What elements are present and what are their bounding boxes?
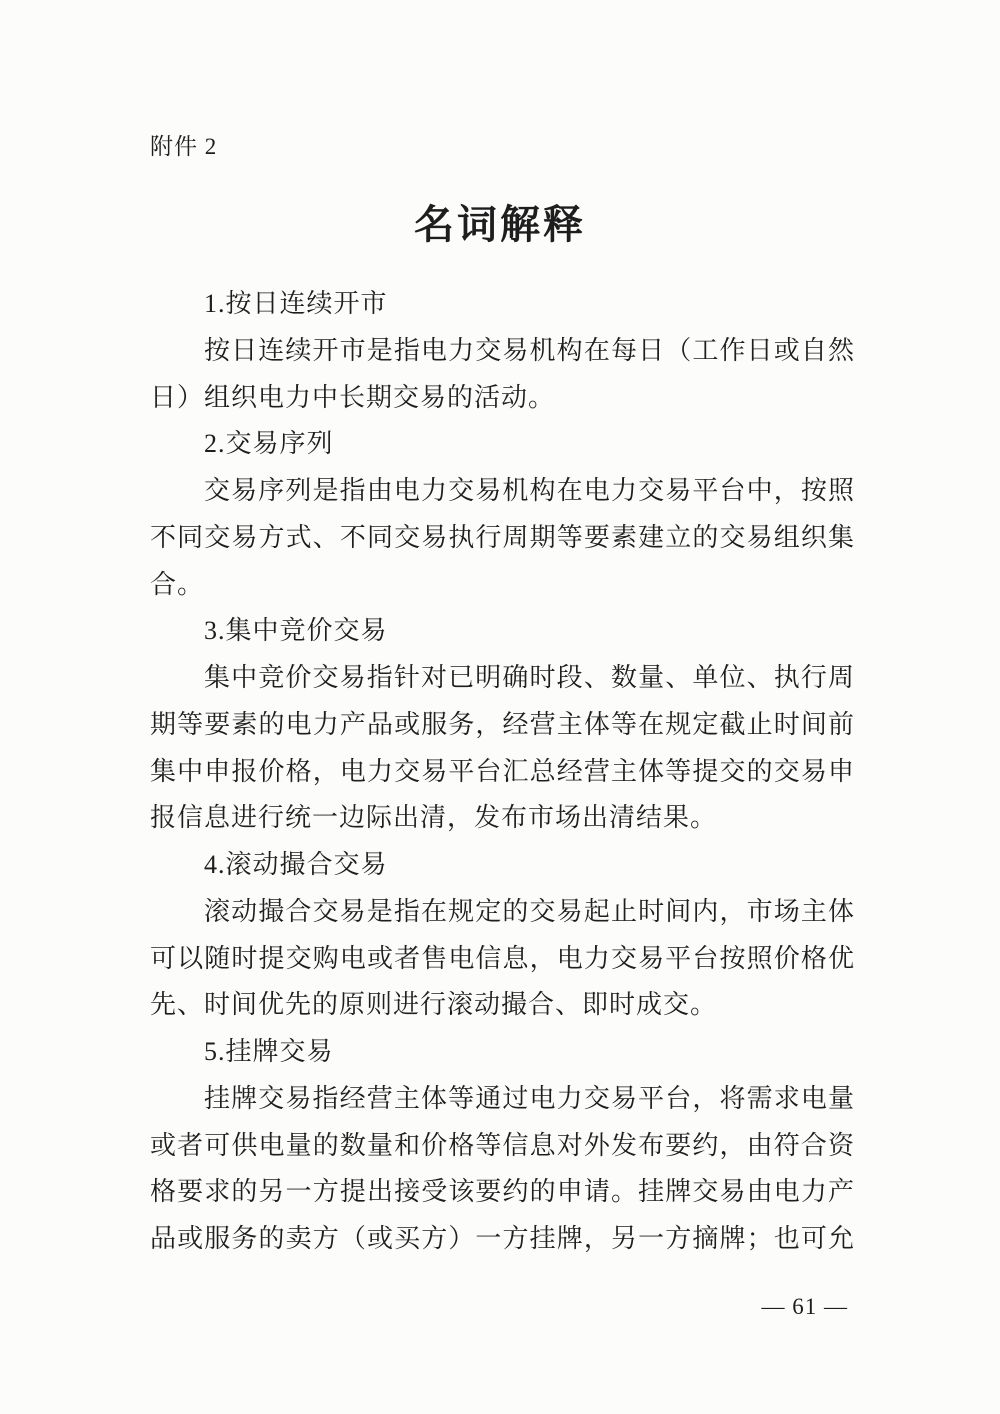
page-number: — 61 — bbox=[761, 1294, 848, 1319]
paragraph-line: 日）组织电力中长期交易的活动。 bbox=[150, 382, 556, 412]
paragraph-line: 集中竞价交易指针对已明确时段、数量、单位、执行周 bbox=[204, 663, 855, 692]
section-3 bbox=[150, 608, 855, 842]
section-2 bbox=[150, 421, 855, 608]
section-1 bbox=[150, 281, 855, 421]
paragraph-line: 不同交易方式、不同交易执行周期等要素建立的交易组织集 bbox=[150, 522, 855, 552]
section-heading: 5.挂牌交易 bbox=[204, 1037, 334, 1066]
paragraph-line: 先、时间优先的原则进行滚动撮合、即时成交。 bbox=[150, 990, 718, 1020]
page-title: 名词解释 bbox=[414, 202, 586, 247]
paragraph-line: 报信息进行统一边际出清，发布市场出清结果。 bbox=[150, 803, 718, 833]
paragraph-line: 滚动撮合交易是指在规定的交易起止时间内，市场主体 bbox=[204, 896, 855, 926]
section-4 bbox=[150, 842, 855, 1029]
section-heading: 3.集中竞价交易 bbox=[204, 616, 388, 646]
paragraph-line: 或者可供电量的数量和价格等信息对外发布要约，由符合资 bbox=[150, 1130, 855, 1160]
paragraph-line: 格要求的另一方提出接受该要约的申请。挂牌交易由电力产 bbox=[150, 1177, 855, 1207]
paragraph-line: 品或服务的卖方（或买方）一方挂牌，另一方摘牌；也可允 bbox=[150, 1224, 855, 1253]
section-heading: 1.按日连续开市 bbox=[204, 289, 388, 318]
paragraph-line: 期等要素的电力产品或服务，经营主体等在规定截止时间前 bbox=[150, 709, 855, 739]
section-heading: 4.滚动撮合交易 bbox=[204, 850, 388, 879]
document-body bbox=[150, 281, 855, 1263]
paragraph-line: 集中申报价格，电力交易平台汇总经营主体等提交的交易申 bbox=[150, 756, 855, 786]
paragraph-line: 挂牌交易指经营主体等通过电力交易平台，将需求电量 bbox=[204, 1083, 855, 1113]
attachment-label: 附件 2 bbox=[150, 134, 218, 159]
paragraph-line: 可以随时提交购电或者售电信息，电力交易平台按照价格优 bbox=[150, 943, 855, 973]
paragraph-line: 按日连续开市是指电力交易机构在每日（工作日或自然 bbox=[204, 335, 855, 365]
paragraph-line: 合。 bbox=[150, 569, 205, 599]
section-heading: 2.交易序列 bbox=[204, 429, 334, 459]
section-5 bbox=[150, 1029, 855, 1263]
paragraph-line: 交易序列是指由电力交易机构在电力交易平台中，按照 bbox=[204, 476, 855, 505]
